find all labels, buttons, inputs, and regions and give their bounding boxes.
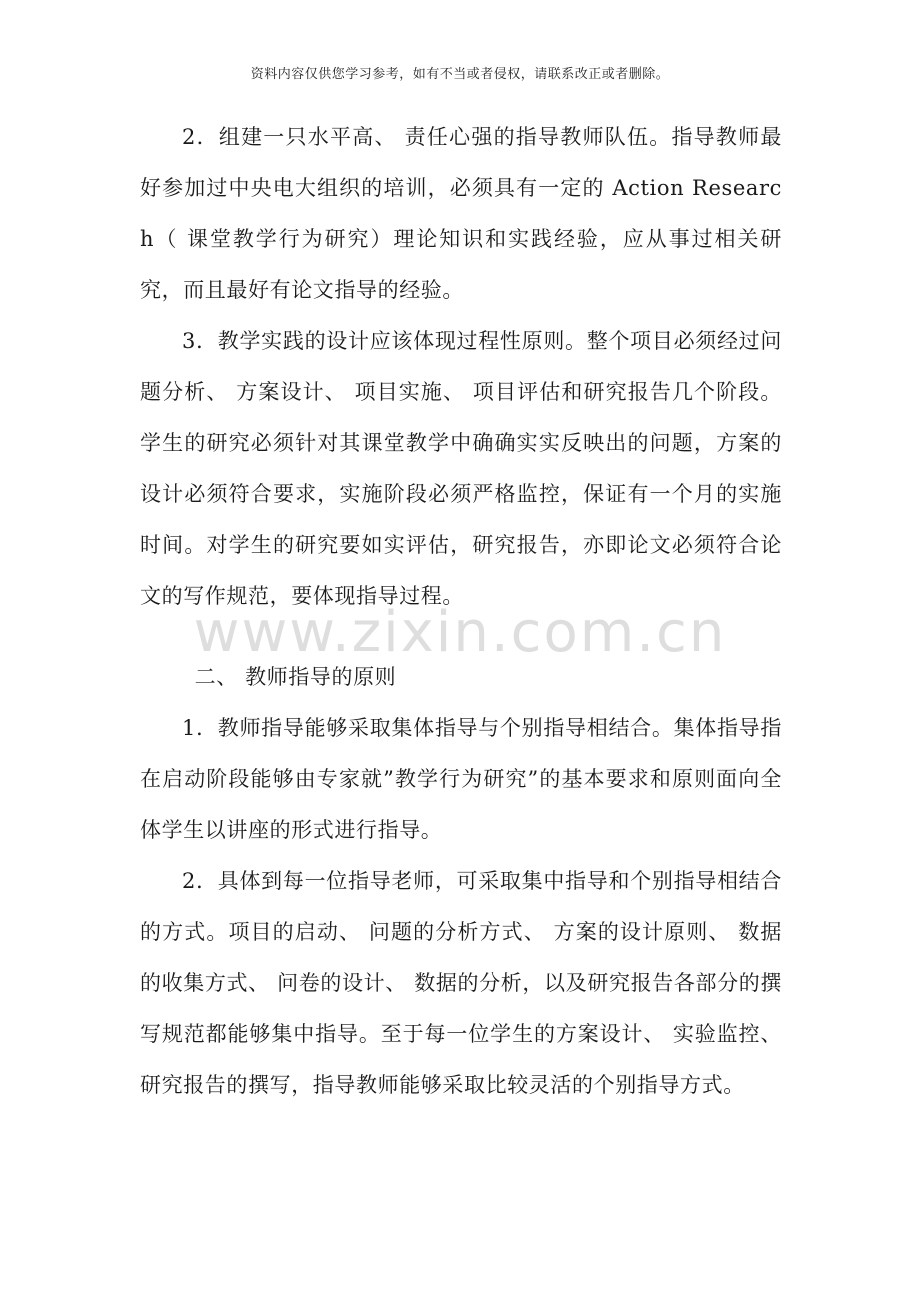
section-spacer [140, 622, 782, 652]
document-body [140, 112, 782, 1111]
paragraph-item-2: 2．组建一只水平高、 责任心强的指导教师队伍。指导教师最好参加过中央电大组织的培训，必须具有一定的 Action Research（ 课堂教学行为研究）理论知识和实践经验，应从事过相关研究，而且最好有论文指导的经验。 [140, 125, 782, 302]
paragraph-item-3: 3．教学实践的设计应该体现过程性原则。整个项目必须经过问题分析、 方案设计、 项目实施、 项目评估和研究报告几个阶段。学生的研究必须针对其课堂教学中确确实实反映出的问题，方案的设计必须符合要求，实施阶段必须严格监控，保证有一个月的实施时间。对学生的研究要如实评估，研究报告，亦即论文必须符合论文的写作规范，要体现指导过程。 [140, 329, 782, 608]
paragraph-principle-2: 2．具体到每一位指导老师，可采取集中指导和个别指导相结合的方式。项目的启动、 问题的分析方式、 方案的设计原则、 数据的收集方式、 问卷的设计、 数据的分析，以及研究报告各部分的撰写规范都能够集中指导。至于每一位学生的方案设计、 实验监控、 研究报告的撰写，指导教师能够采取比较灵活的个别指导方式。 [140, 869, 782, 1097]
disclaimer-header: 资料内容仅供您学习参考，如有不当或者侵权，请联系改正或者删除。 [250, 67, 670, 82]
watermark-text: www.zixin.com.cn [193, 600, 727, 665]
section-heading: 二、 教师指导的原则 [194, 665, 397, 689]
paragraph-principle-1: 1．教师指导能够采取集体指导与个别指导相结合。集体指导指在启动阶段能够由专家就”教学行为研究”的基本要求和原则面向全体学生以讲座的形式进行指导。 [140, 716, 782, 842]
